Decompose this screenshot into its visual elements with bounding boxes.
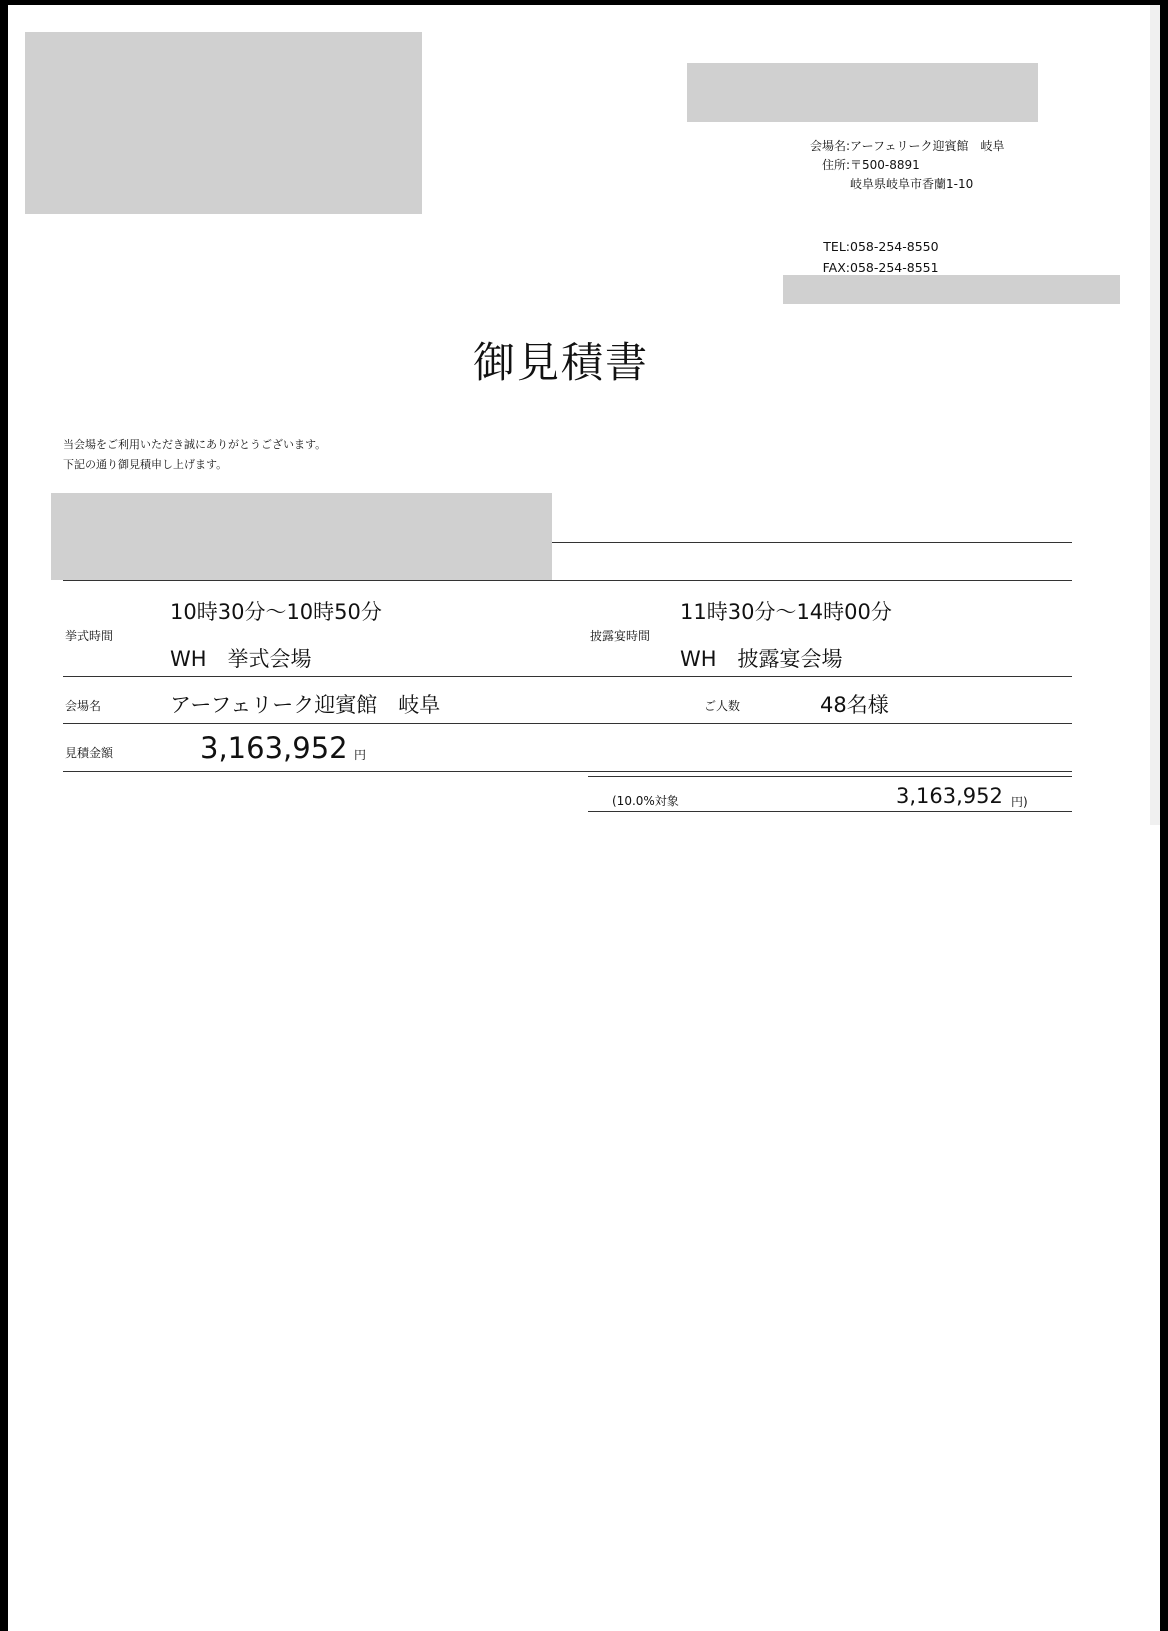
tax-top-rule xyxy=(588,776,1072,777)
redacted-customer-name xyxy=(51,493,552,580)
venue-name: アーフェリーク迎賓館 岐阜 xyxy=(850,139,1005,153)
tax-bottom-rule xyxy=(588,811,1072,812)
redacted-contact-block xyxy=(783,275,1120,304)
document-title: 御見積書 xyxy=(473,338,650,387)
address-line: 岐阜県岐阜市香蘭1-10 xyxy=(850,177,974,191)
fax-label: FAX: xyxy=(822,260,850,275)
address-label: 住所: xyxy=(821,158,850,172)
redacted-logo xyxy=(25,32,422,214)
customer-underline xyxy=(552,542,1072,543)
guests-label: ご人数 xyxy=(704,699,741,713)
ceremony-time-label: 挙式時間 xyxy=(65,629,114,643)
reception-time: 11時30分〜14時00分 xyxy=(680,600,892,624)
amount-value: 3,163,952 xyxy=(200,731,348,765)
postal-code: 〒500-8891 xyxy=(850,158,920,172)
amount-label: 見積金額 xyxy=(65,746,114,760)
scrollbar[interactable] xyxy=(1150,5,1160,825)
reception-time-label: 披露宴時間 xyxy=(590,629,651,643)
row-rule-1 xyxy=(63,676,1072,677)
ceremony-venue: WH 挙式会場 xyxy=(170,647,312,671)
tel-number: 058-254-8550 xyxy=(850,239,939,254)
tel-label: TEL: xyxy=(823,239,850,254)
row-rule-2 xyxy=(63,723,1072,724)
table-top-rule xyxy=(63,580,1072,581)
row-rule-3 xyxy=(63,771,1072,772)
tax-label: (10.0%対象 xyxy=(612,794,679,808)
reception-venue: WH 披露宴会場 xyxy=(680,647,843,671)
venue-name-label: 会場名: xyxy=(809,139,850,153)
venue-value: アーフェリーク迎賓館 岐阜 xyxy=(170,693,441,717)
intro-line-1: 当会場をご利用いただき誠にありがとうございます。 xyxy=(63,438,327,451)
intro-text xyxy=(63,435,326,475)
amount-yen: 円 xyxy=(354,748,367,762)
fax-number: 058-254-8551 xyxy=(850,260,939,275)
tax-yen-suffix: 円) xyxy=(1011,795,1028,809)
redacted-header-block xyxy=(687,63,1038,122)
guests-value: 48名様 xyxy=(820,693,889,717)
tax-amount: 3,163,952 xyxy=(896,784,1003,808)
venue-info xyxy=(780,137,1004,194)
quotation-page xyxy=(8,5,1160,1631)
venue-label: 会場名 xyxy=(65,699,102,713)
intro-line-2: 下記の通り御見積申し上げます。 xyxy=(63,458,228,471)
ceremony-time: 10時30分〜10時50分 xyxy=(170,600,382,624)
contact-info xyxy=(780,236,939,278)
